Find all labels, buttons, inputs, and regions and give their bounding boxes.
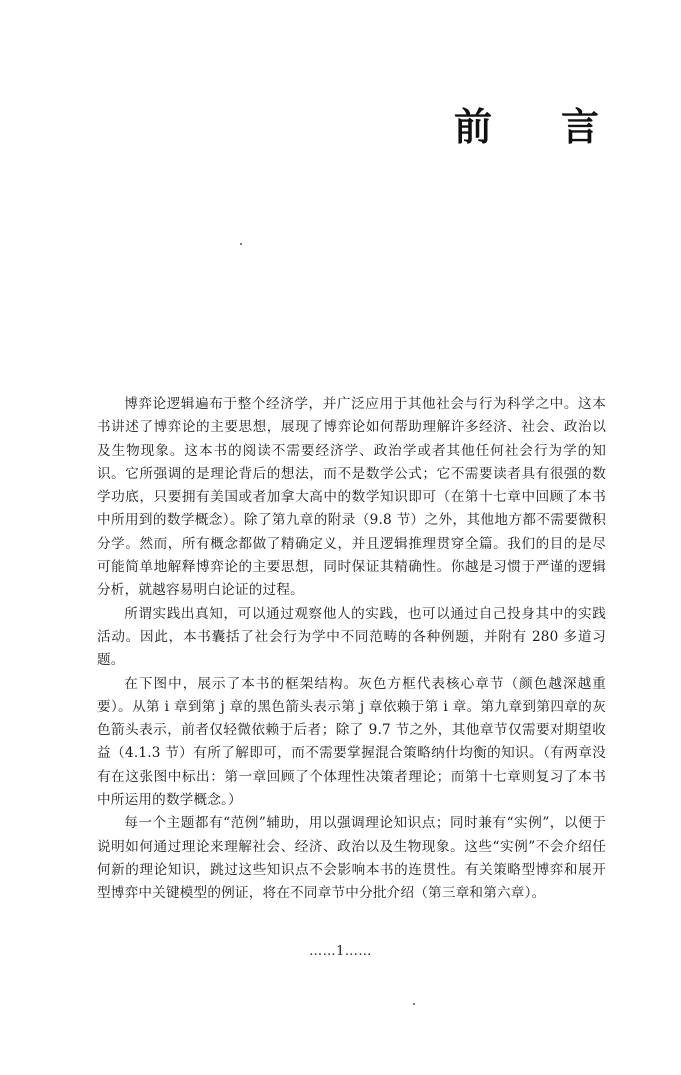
paragraph: 在下图中，展示了本书的框架结构。灰色方框代表核心章节（颜色越深越重要）。从第 i 章到第 j 章的黑色箭头表示第 j 章依赖于第 i 章。第九章到第四章的灰色箭头表示，前者仅轻微依赖于后者；除了 9.7 节之外，其他章节仅需要对期望收益（4.1.3 节）有所了解即可，而不需要掌握混合策略纳什均衡的知识。（有两章没有在这张图中标出：第一章回顾了个体理性决策者理论；而第十七章则复习了本书中所运用的数学概念。） [97, 675, 606, 809]
page-number: ……1…… [309, 944, 372, 959]
paragraph: 每一个主题都有“范例”辅助，用以强调理论知识点；同时兼有“实例”，以便于说明如何通过理论来理解社会、经济、政治以及生物现象。这些“实例”不会介绍任何新的理论知识，跳过这些知识点不会影响本书的连贯性。有关策略型博弈和展开型博弈中关键模型的例证，将在不同章节中分批介绍（第三章和第六章）。 [97, 815, 606, 902]
paragraph: 博弈论逻辑遍布于整个经济学，并广泛应用于其他社会与行为科学之中。这本书讲述了博弈论的主要思想，展现了博弈论如何帮助理解许多经济、社会、政治以及生物现象。这本书的阅读不需要经济学、政治学或者其他任何社会行为学的知识。它所强调的是理论背后的想法，而不是数学公式；它不需要读者具有很强的数学功底，只要拥有美国或者加拿大高中的数学知识即可（在第十七章中回顾了本书中所用到的数学概念）。除了第九章的附录（9.8 节）之外，其他地方都不需要微积分学。然而，所有概念都做了精确定义，并且逻辑推理贯穿全篇。我们的目的是尽可能简单地解释博弈论的主要思想，同时保证其精确性。你越是习惯于严谨的逻辑分析，就越容易明白论证的过程。 [97, 396, 606, 599]
scan-speck [413, 1003, 415, 1005]
paragraph: 所谓实践出真知，可以通过观察他人的实践，也可以通过自己投身其中的实践活动。因此，本书囊括了社会行为学中不同范畴的各种例题，并附有 280 多道习题。 [97, 605, 606, 669]
title-char-2: 言 [560, 104, 599, 149]
page-title [454, 103, 599, 151]
scan-speck [240, 243, 242, 245]
preface-body [97, 393, 606, 906]
title-char-1: 前 [454, 104, 493, 149]
